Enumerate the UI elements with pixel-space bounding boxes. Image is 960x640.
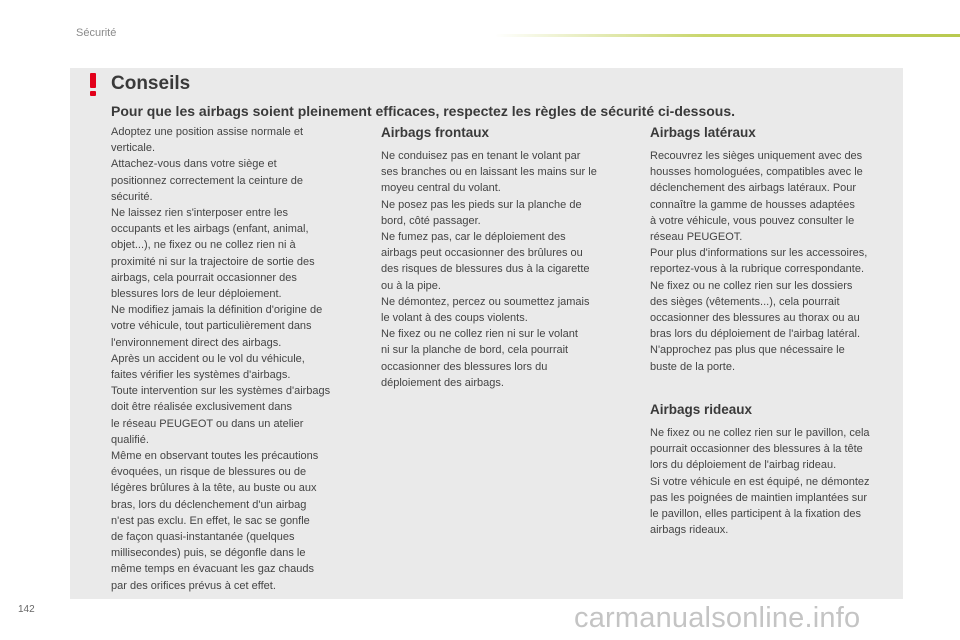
text-line: faites vérifier les systèmes d'airbags. xyxy=(111,369,291,382)
watermark: carmanualsonline.info xyxy=(574,602,861,634)
text-line: Ne posez pas les pieds sur la planche de xyxy=(381,198,582,211)
side-airbags-heading: Airbags latéraux xyxy=(650,125,756,140)
text-line: évoquées, un risque de blessures ou de xyxy=(111,466,307,479)
text-line: légères brûlures à la tête, au buste ou aux xyxy=(111,482,317,495)
text-line: objet...), ne fixez ou ne collez rien ni à xyxy=(111,239,296,252)
text-line: votre véhicule, tout particulièrement dans xyxy=(111,320,312,333)
text-line: Ne modifiez jamais la définition d'origine de xyxy=(111,304,323,317)
section-header: Sécurité xyxy=(76,27,117,39)
text-line: le réseau PEUGEOT ou dans un atelier xyxy=(111,417,304,430)
text-line: N'approchez pas plus que nécessaire le xyxy=(650,344,845,357)
panel-title: Conseils xyxy=(111,73,191,94)
text-line: pas les poignées de maintien implantées sur xyxy=(650,491,868,504)
text-line: proximité ni sur la trajectoire de sortie des xyxy=(111,255,315,268)
text-line: millisecondes) puis, se dégonfle dans le xyxy=(111,547,306,560)
frontal-airbags-heading: Airbags frontaux xyxy=(381,125,490,140)
text-line: Recouvrez les sièges uniquement avec des xyxy=(650,150,863,162)
text-line: occasionner des blessures au thorax ou au xyxy=(650,312,860,325)
text-line: doit être réalisée exclusivement dans xyxy=(111,401,292,414)
text-line: Ne fumez pas, car le déploiement des xyxy=(381,231,566,244)
text-line: sécurité. xyxy=(111,190,153,203)
text-line: airbags, cela pourrait occasionner des xyxy=(111,271,297,284)
text-line: reportez-vous à la rubrique correspondante. xyxy=(650,263,865,276)
text-line: de façon quasi-instantanée (quelques xyxy=(111,531,295,544)
text-line: Adoptez une position assise normale et xyxy=(111,126,304,138)
text-line: le pavillon, elles participent à la fixation des xyxy=(650,508,861,521)
text-line: verticale. xyxy=(111,142,156,155)
text-line: lors du déploiement de l'airbag rideau. xyxy=(650,459,837,472)
text-line: housses homologuées, compatibles avec le xyxy=(650,166,863,179)
text-line: Ne fixez ou ne collez rien sur le pavillon, cela xyxy=(650,427,870,439)
side-airbags-text xyxy=(650,148,902,375)
text-line: réseau PEUGEOT. xyxy=(650,231,743,244)
text-line: pourrait occasionner des blessures à la tête xyxy=(650,443,863,456)
text-line: Ne fixez ou ne collez rien ni sur le volant xyxy=(381,328,578,341)
text-line: bras lors du déploiement de l'airbag latéral. xyxy=(650,328,860,341)
panel-subtitle: Pour que les airbags soient pleinement efficaces, respectez les règles de sécurité ci-dessous. xyxy=(111,103,736,119)
text-line: airbags peut occasionner des brûlures ou xyxy=(381,247,583,260)
text-line: bras, lors du déclenchement d'un airbag xyxy=(111,498,307,511)
exclamation-icon xyxy=(87,73,99,97)
text-line: moyeu central du volant. xyxy=(381,182,501,195)
text-line: ou à la pipe. xyxy=(381,279,441,292)
general-advice-text xyxy=(111,124,361,594)
frontal-airbags-text xyxy=(381,148,633,391)
text-line: déclenchement des airbags latéraux. Pour xyxy=(650,182,857,195)
text-line: Même en observant toutes les précautions xyxy=(111,450,319,463)
text-line: l'environnement direct des airbags. xyxy=(111,336,282,349)
text-line: ses branches ou en laissant les mains sur le xyxy=(381,166,597,179)
text-line: déploiement des airbags. xyxy=(381,376,504,389)
text-line: le volant à des coups violents. xyxy=(381,312,528,325)
text-line: connaître la gamme de housses adaptées xyxy=(650,198,855,211)
text-line: des risques de blessures dus à la cigarette xyxy=(381,263,590,276)
text-line: même temps en évacuant les gaz chauds xyxy=(111,563,315,576)
text-line: positionnez correctement la ceinture de xyxy=(111,174,303,187)
text-line: par des orifices prévus à cet effet. xyxy=(111,579,276,592)
header-divider xyxy=(495,34,960,37)
text-line: Pour plus d'informations sur les accessoires, xyxy=(650,247,868,260)
page-number: 142 xyxy=(18,604,35,615)
text-line: Ne fixez ou ne collez rien sur les dossiers xyxy=(650,279,853,292)
text-line: occupants et les airbags (enfant, animal, xyxy=(111,223,309,236)
text-line: airbags rideaux. xyxy=(650,524,729,537)
text-line: à votre véhicule, vous pouvez consulter le xyxy=(650,214,855,227)
text-line: des sièges (vêtements...), cela pourrait xyxy=(650,295,840,308)
text-line: bord, côté passager. xyxy=(381,214,481,227)
text-line: ni sur la planche de bord, cela pourrait xyxy=(381,344,569,357)
curtain-airbags-heading: Airbags rideaux xyxy=(650,402,753,417)
text-line: Ne démontez, percez ou soumettez jamais xyxy=(381,295,590,308)
text-line: n'est pas exclu. En effet, le sac se gonfle xyxy=(111,514,310,527)
text-line: buste de la porte. xyxy=(650,360,736,373)
text-line: qualifié. xyxy=(111,433,149,446)
text-line: Ne conduisez pas en tenant le volant par xyxy=(381,150,581,162)
text-line: Après un accident ou le vol du véhicule, xyxy=(111,352,305,365)
text-line: blessures lors de leur déploiement. xyxy=(111,288,282,301)
text-line: Attachez-vous dans votre siège et xyxy=(111,158,277,171)
text-line: occasionner des blessures lors du xyxy=(381,360,548,373)
text-line: Toute intervention sur les systèmes d'airbags xyxy=(111,385,331,398)
text-line: Si votre véhicule en est équipé, ne démontez xyxy=(650,475,870,488)
text-line: Ne laissez rien s'interposer entre les xyxy=(111,207,288,220)
curtain-airbags-text xyxy=(650,425,902,538)
